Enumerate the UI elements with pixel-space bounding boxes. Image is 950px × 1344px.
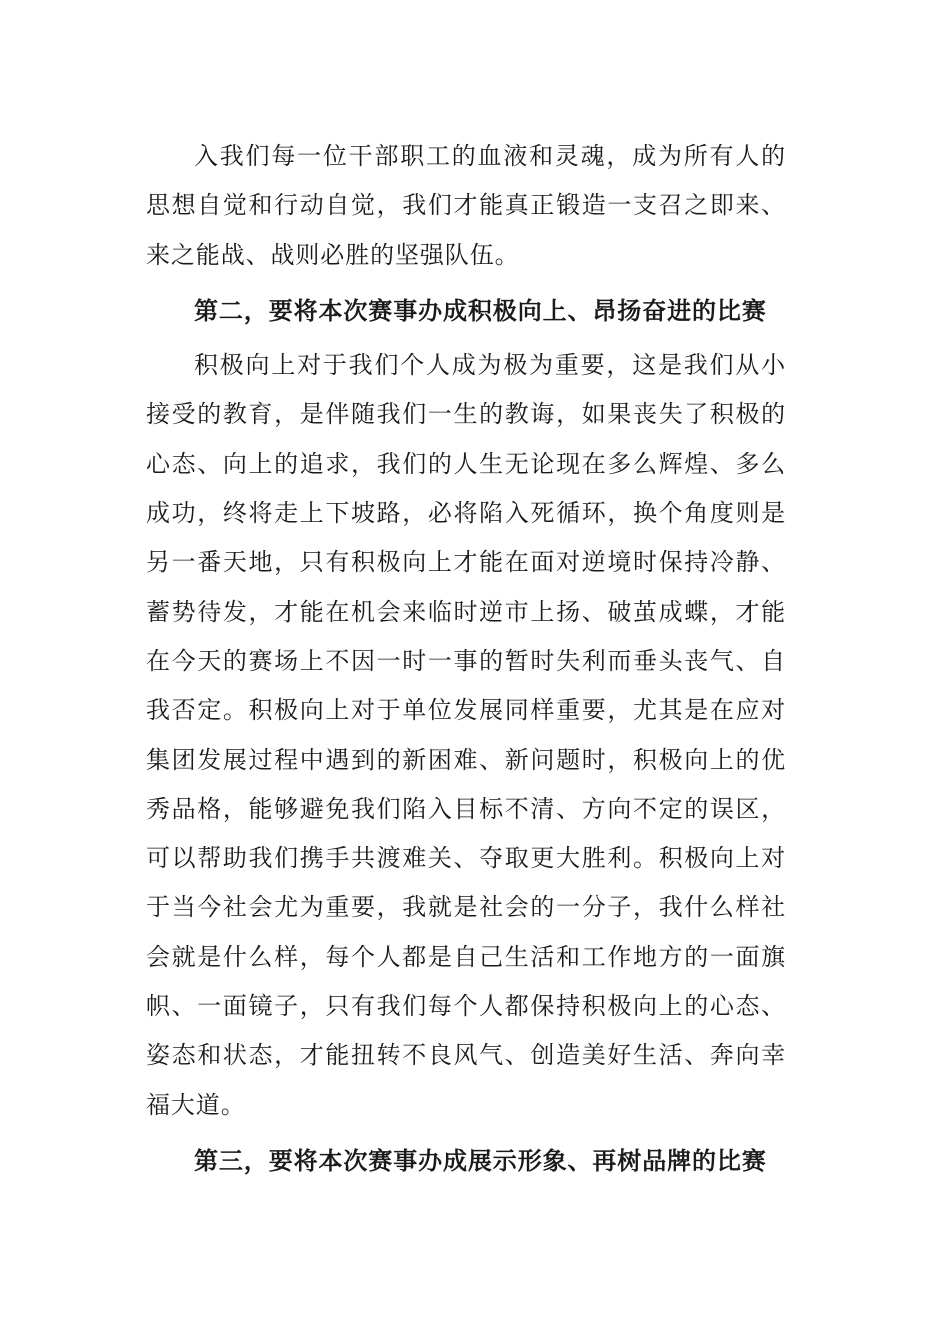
section-heading-second: 第二，要将本次赛事办成积极向上、昂扬奋进的比赛 [194,295,767,325]
section-heading-third: 第三，要将本次赛事办成展示形象、再树品牌的比赛 [194,1145,767,1175]
body-paragraph-1: 入我们每一位干部职工的血液和灵魂，成为所有人的思想自觉和行动自觉，我们才能真正锻造一支召之即来、来之能战、战则必胜的坚强队伍。 [146,142,786,269]
body-paragraph-2: 积极向上对于我们个人成为极为重要，这是我们从小接受的教育，是伴随我们一生的教诲，如果丧失了积极的心态、向上的追求，我们的人生无论现在多么辉煌、多么成功，终将走上下坡路，必将陷入死循环，换个角度则是另一番天地，只有积极向上才能在面对逆境时保持冷静、蓄势待发，才能在机会来临时逆市上扬、破茧成蝶，才能在今天的赛场上不因一时一事的暂时失利而垂头丧气、自我否定。积极向上对于单位发展同样重要，尤其是在应对集团发展过程中遇到的新困难、新问题时，积极向上的优秀品格，能够避免我们陷入目标不清、方向不定的误区，可以帮助我们携手共渡难关、夺取更大胜利。积极向上对于当今社会尤为重要，我就是社会的一分子，我什么样社会就是什么样，每个人都是自己生活和工作地方的一面旗帜、一面镜子，只有我们每个人都保持积极向上的心态、姿态和状态，才能扭转不良风气、创造美好生活、奔向幸福大道。 [146,351,786,1119]
document-body [146,132,786,1191]
